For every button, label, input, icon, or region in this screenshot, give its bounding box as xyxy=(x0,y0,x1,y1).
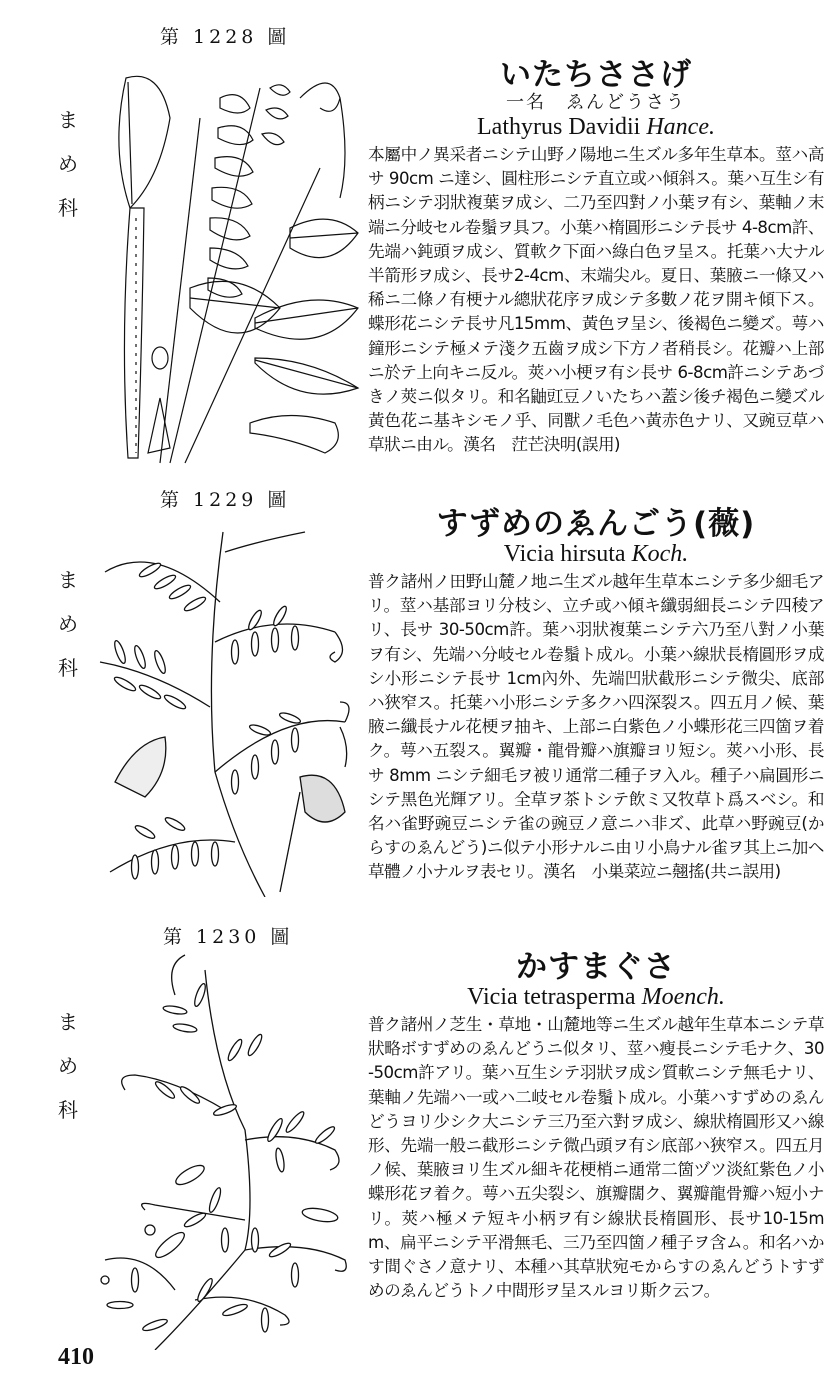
family-char: ま xyxy=(58,568,78,592)
family-char: 科 xyxy=(58,1098,78,1122)
figure-label-1229: 第 1229 圖 xyxy=(160,489,291,511)
illustration-lathyrus-davidii xyxy=(90,58,360,468)
species-scientific-name xyxy=(368,541,824,568)
family-char: め xyxy=(58,612,78,636)
family-label xyxy=(56,98,80,230)
entry-lathyrus-davidii xyxy=(368,58,824,458)
binomial: Vicia tetrasperma xyxy=(467,984,642,1010)
entry-vicia-tetrasperma xyxy=(368,950,824,1303)
family-char: め xyxy=(58,152,78,176)
family-char: ま xyxy=(58,1010,78,1034)
species-japanese-name: いたちささげ xyxy=(500,57,692,93)
author: Koch. xyxy=(631,541,689,567)
family-char: 科 xyxy=(58,656,78,680)
illustration-vicia-hirsuta xyxy=(95,512,360,897)
figure-label-1230: 第 1230 圖 xyxy=(163,926,294,948)
species-alternate-name: 一名 ゑんどうさう xyxy=(506,92,686,113)
binomial: Vicia hirsuta xyxy=(503,541,632,567)
author: Hance. xyxy=(646,114,715,140)
family-char: め xyxy=(58,1054,78,1078)
species-scientific-name xyxy=(368,984,824,1011)
page-number: 410 xyxy=(58,1344,94,1370)
species-description: 本屬中ノ異采者ニシテ山野ノ陽地ニ生ズル多年生草本。莖ハ高サ 90cm ニ達シ、圓柱形ニシテ直立或ハ傾斜ス。葉ハ互生シ有柄ニシテ羽狀複葉ヲ成シ、二乃至四對ノ小葉ヲ有シ、葉軸ノ末端ニ分岐セル卷鬚ヲ具フ。小葉ハ楕圓形ニシテ長サ 4-8cm許、先端ハ鈍頭ヲ成シ、質軟ク下面ハ綠白色ヲ呈ス。托葉ハ大ナル半箭形ヲ成シ、長サ2-4cm、末端尖ル。夏日、葉腋ニ一條又ハ稀ニ二條ノ有梗ナル總狀花序ヲ成シテ多數ノ花ヲ開キ傾下ス。蝶形花ニシテ長サ凡15mm、黃色ヲ呈シ、後褐色ニ變ズ。萼ハ鐘形ニシテ極メテ淺ク五齒ヲ成シ下方ノ者稍長シ。花瓣ハ上部ニ於テ上向キニ反ル。莢ハ小梗ヲ有シ長サ 6-8cm許ニシテあづきノ莢ニ似タリ。和名鼬豇豆ノいたちハ蓋シ後チ褐色ニ變ズル黃色花ニ基キシモノ乎、同獸ノ毛色ハ黃赤色ナリ、又豌豆草ハ草狀ニ由ル。漢名 茳芒決明(誤用) xyxy=(368,145,824,455)
species-description: 普ク諸州ノ芝生・草地・山麓地等ニ生ズル越年生草本ニシテ草狀略ボすずめのゑんどうニ似タリ、莖ハ瘦長ニシテ毛ナク、30-50cm許アリ。葉ハ互生シテ羽狀ヲ成シ質軟ニシテ無毛ナリ、葉軸ノ先端ハ一或ハ二岐セル卷鬚ト成ル。小葉ハすずめのゑんどうヨリ少シク大ニシテ三乃至六對ヲ成シ、線狀楕圓形又ハ線形、先端一般ニ截形ニシテ微凸頭ヲ有シ底部ハ狹窄ス。四五月ノ候、葉腋ヨリ生ズル細キ花梗梢ニ通常二箇ヅツ淡紅紫色ノ小蝶形花ヲ着ク。萼ハ五尖裂シ、旗瓣闊ク、翼瓣龍骨瓣ハ短小ナリ。莢ハ極メテ短キ小柄ヲ有シ線狀長楕圓形、長サ10-15mm、扁平ニシテ平滑無毛、三乃至四箇ノ種子ヲ含ム。和名ハかす間ぐさノ意ナリ、本種ハ其草狀宛モからすのゑんどうトすずめのゑんどうトノ中間形ヲ呈スルヨリ斯ク云フ。 xyxy=(368,1015,824,1301)
figure-label-1228: 第 1228 圖 xyxy=(160,26,291,48)
entry-vicia-hirsuta xyxy=(368,507,824,885)
species-japanese-name: かすまぐさ xyxy=(516,949,676,985)
species-scientific-name xyxy=(368,114,824,141)
family-char: 科 xyxy=(58,196,78,220)
family-label xyxy=(56,1000,80,1132)
species-description: 普ク諸州ノ田野山麓ノ地ニ生ズル越年生草本ニシテ多少細毛アリ。莖ハ基部ヨリ分枝シ、立チ或ハ傾キ纖弱細長ニシテ四稜アリ、長サ 30-50cm許。葉ハ羽狀複葉ニシテ六乃至八對ノ小葉ヲ有シ、先端ハ分岐セル卷鬚ト成ル。小葉ハ線狀長楕圓形ヲ成シ小形ニシテ長サ 1cm內外、先端凹狀截形ニシテ微尖、底部ハ狹窄ス。托葉ハ小形ニシテ多クハ四深裂ス。四五月ノ候、葉腋ニ纖長ナル花梗ヲ抽キ、上部ニ白紫色ノ小蝶形花三四箇ヲ着ク。萼ハ五裂ス。翼瓣・龍骨瓣ハ旗瓣ヨリ短シ。莢ハ小形、長サ 8mm ニシテ細毛ヲ被リ通常二種子ヲ入ル。種子ハ扁圓形ニシテ黑色光輝アリ。全草ヲ茶トシテ飲ミ又牧草ト爲スベシ。和名ハ雀野豌豆ニシテ雀の豌豆ノ意ニハ非ズ、此草ハ野豌豆(からすのゑんどう)ニ似テ小形ナルニ由リ小鳥ナル雀ヲ其上ニ加ヘ草體ノ小ナルヲ表セリ。漢名 小巣菜竝ニ翹搖(共ニ誤用) xyxy=(368,572,824,882)
family-label xyxy=(56,558,80,690)
family-char: ま xyxy=(58,108,78,132)
binomial: Lathyrus Davidii xyxy=(477,114,647,140)
species-japanese-name: すずめのゑんごう(薇) xyxy=(436,506,756,542)
illustration-vicia-tetrasperma xyxy=(95,950,365,1350)
author: Moench. xyxy=(641,984,725,1010)
